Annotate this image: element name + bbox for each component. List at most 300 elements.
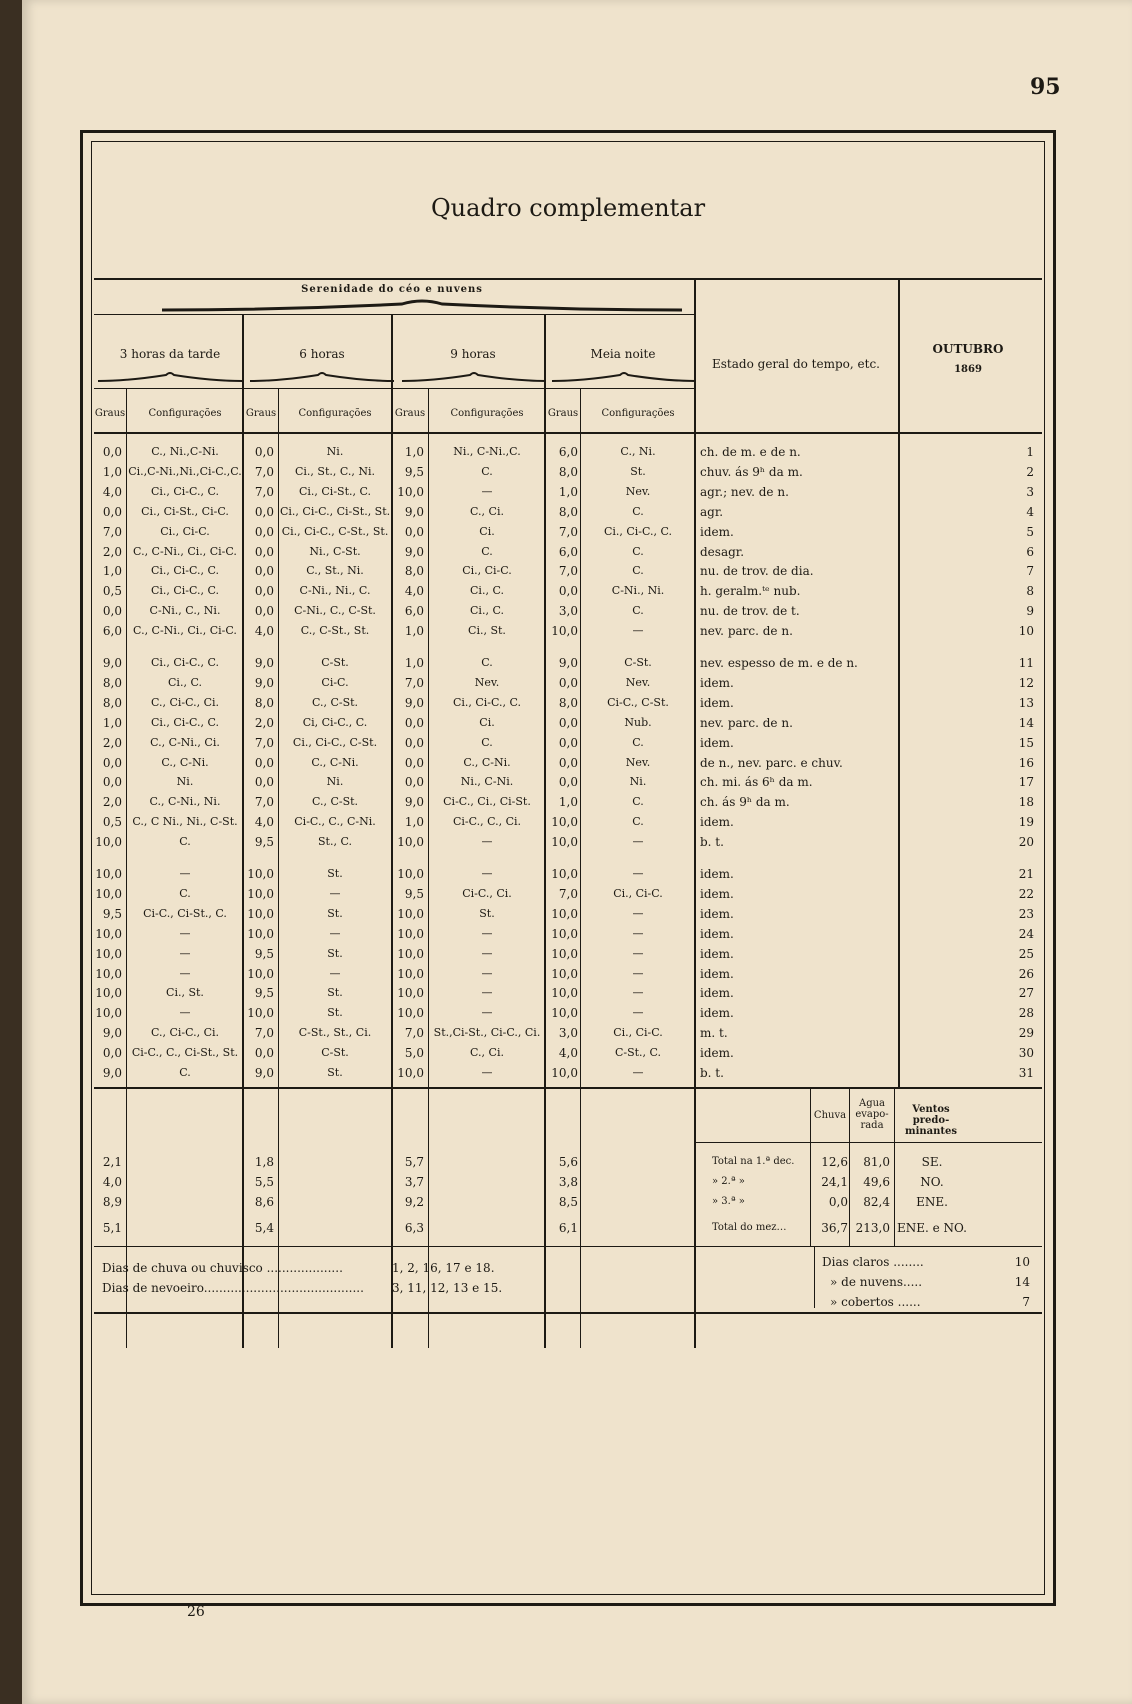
cell-g3: 2,0 [102, 545, 122, 559]
cell-dia: 16 [1018, 756, 1034, 770]
cell-gm: 10,0 [551, 927, 578, 941]
cell-c6: Ni. [326, 445, 344, 458]
table-inner-frame [91, 141, 1045, 1595]
cell-c3: C., C-Ni., Ni. [149, 795, 221, 808]
cell-g9: 8,0 [404, 564, 424, 578]
dias-chuva-value: 1, 2, 16, 17 e 18. [392, 1261, 495, 1275]
cell-gm: 1,0 [558, 795, 578, 809]
cell-g3: 10,0 [95, 835, 122, 849]
cell-c3: Ni. [176, 775, 194, 788]
cell-c6: St. [327, 867, 343, 880]
cell-estado: idem. [700, 1046, 734, 1060]
summary-chuva: 12,6 [821, 1155, 848, 1169]
summary-g3: 4,0 [102, 1175, 122, 1189]
cell-c9: St.,Ci-St., Ci-C., Ci. [433, 1026, 541, 1039]
cell-gm: 4,0 [558, 1046, 578, 1060]
cell-estado: nev. parc. de n. [700, 624, 793, 638]
cell-c9: Ci-C., C., Ci. [452, 815, 522, 828]
cell-estado: idem. [700, 947, 734, 961]
cell-c6: C., St., Ni. [306, 564, 364, 577]
cell-c6: Ni., C-St. [309, 545, 361, 558]
cell-cm: — [632, 967, 644, 980]
cell-c3: C., Ci-C., Ci. [150, 1026, 220, 1039]
cell-g9: 0,0 [404, 716, 424, 730]
cell-cm: Ci., Ci-C. [613, 1026, 663, 1039]
cell-g9: 1,0 [404, 815, 424, 829]
cell-estado: desagr. [700, 545, 745, 559]
cell-cm: Nev. [625, 756, 651, 769]
cell-gm: 8,0 [558, 465, 578, 479]
cell-gm: 7,0 [558, 525, 578, 539]
cell-c3: C. [179, 1066, 191, 1079]
cell-g6: 0,0 [254, 445, 274, 459]
cell-estado: chuv. ás 9ʰ da m. [700, 465, 803, 479]
cell-g6: 2,0 [254, 716, 274, 730]
summary-label: » 2.ª » [712, 1176, 745, 1187]
period-9h: 9 horas [450, 347, 496, 361]
cell-estado: idem. [700, 986, 734, 1000]
cell-c6: — [329, 927, 341, 940]
vrule-5 [428, 388, 429, 1348]
cell-dia: 3 [1026, 485, 1034, 499]
cell-cm: — [632, 907, 644, 920]
cell-g6: 10,0 [247, 1006, 274, 1020]
cell-estado: ch. ás 9ʰ da m. [700, 795, 790, 809]
cell-g9: 9,5 [404, 465, 424, 479]
cell-g9: 7,0 [404, 676, 424, 690]
cell-dia: 9 [1026, 604, 1034, 618]
cell-c6: St. [327, 1006, 343, 1019]
cell-gm: 0,0 [558, 756, 578, 770]
cell-gm: 10,0 [551, 1006, 578, 1020]
cell-c6: C., C-St. [311, 696, 359, 709]
cell-c9: Ci. [479, 716, 495, 729]
cell-g9: 10,0 [397, 835, 424, 849]
cell-c9: — [481, 1066, 493, 1079]
estado-header: Estado geral do tempo, etc. [712, 357, 880, 371]
cell-g9: 10,0 [397, 907, 424, 921]
brace-meia-noite [552, 370, 696, 382]
cell-cm: St. [630, 465, 646, 478]
summary-g9: 3,7 [404, 1175, 424, 1189]
cell-cm: — [632, 1006, 644, 1019]
cell-dia: 5 [1026, 525, 1034, 539]
cell-c9: St. [479, 907, 495, 920]
summary-label: » 3.ª » [712, 1196, 745, 1207]
cell-c3: — [179, 967, 191, 980]
cell-c9: Ci-C., Ci., Ci-St. [443, 795, 531, 808]
cell-estado: nev. espesso de m. e de n. [700, 656, 858, 670]
cell-g3: 7,0 [102, 525, 122, 539]
cell-c3: Ci., Ci-C., C. [150, 656, 220, 669]
cell-gm: 10,0 [551, 1066, 578, 1080]
cell-g3: 10,0 [95, 947, 122, 961]
cell-gm: 10,0 [551, 835, 578, 849]
cell-c3: Ci., Ci-C., C. [150, 485, 220, 498]
cell-gm: 8,0 [558, 696, 578, 710]
cell-cm: C. [632, 736, 644, 749]
dias-chuva-label: Dias de chuva ou chuvisco .................... [102, 1261, 343, 1275]
cell-c9: — [481, 867, 493, 880]
cell-g6: 7,0 [254, 1026, 274, 1040]
cell-g3: 10,0 [95, 867, 122, 881]
page-number: 95 [1030, 74, 1061, 100]
cell-c6: St., C. [318, 835, 352, 848]
cell-cm: Ci., Ci-C. [613, 887, 663, 900]
cell-g6: 0,0 [254, 525, 274, 539]
cell-c9: C. [481, 656, 493, 669]
cell-estado: idem. [700, 696, 734, 710]
summary-ventos: ENE. [916, 1195, 948, 1209]
summary-agua: 82,4 [863, 1195, 890, 1209]
cell-c9: Ci., Ci-C. [462, 564, 512, 577]
cell-g6: 10,0 [247, 867, 274, 881]
cell-gm: 10,0 [551, 986, 578, 1000]
cell-g6: 0,0 [254, 505, 274, 519]
cell-estado: idem. [700, 907, 734, 921]
dias-nevoeiro-value: 3, 11, 12, 13 e 15. [392, 1281, 503, 1295]
cell-c9: Ci., C. [470, 604, 504, 617]
cell-g3: 0,0 [102, 505, 122, 519]
cell-gm: 1,0 [558, 485, 578, 499]
cell-gm: 6,0 [558, 445, 578, 459]
cell-g6: 10,0 [247, 887, 274, 901]
cell-gm: 10,0 [551, 624, 578, 638]
cell-dia: 4 [1026, 505, 1034, 519]
cell-g3: 6,0 [102, 624, 122, 638]
cell-dia: 17 [1018, 775, 1034, 789]
graus-header-4: Graus [547, 408, 579, 419]
dias-claros-value: 10 [1014, 1255, 1030, 1269]
cell-c9: — [481, 485, 493, 498]
cell-g9: 10,0 [397, 927, 424, 941]
cell-g3: 2,0 [102, 795, 122, 809]
vrule-7 [580, 388, 581, 1348]
cell-g6: 0,0 [254, 545, 274, 559]
summary-g9: 5,7 [404, 1155, 424, 1169]
cell-c6: — [329, 967, 341, 980]
cell-g9: 9,0 [404, 505, 424, 519]
cell-c6: — [329, 887, 341, 900]
cell-cm: Ci-C., C-St. [607, 696, 669, 709]
periods-rule [94, 314, 694, 315]
brace-3h [98, 370, 242, 382]
cell-g9: 7,0 [404, 1026, 424, 1040]
cell-g9: 6,0 [404, 604, 424, 618]
cell-g9: 0,0 [404, 756, 424, 770]
cell-c6: C., C-Ni. [311, 756, 359, 769]
config-header-2: Configurações [298, 408, 372, 419]
cell-gm: 10,0 [551, 815, 578, 829]
cell-g6: 9,0 [254, 656, 274, 670]
cell-g9: 0,0 [404, 525, 424, 539]
cell-c6: C-St. [321, 656, 349, 669]
cell-g9: 4,0 [404, 584, 424, 598]
cell-gm: 8,0 [558, 505, 578, 519]
cell-gm: 10,0 [551, 967, 578, 981]
cell-gm: 3,0 [558, 604, 578, 618]
cell-c9: C., C-Ni. [463, 756, 511, 769]
cell-g9: 10,0 [397, 1006, 424, 1020]
period-meia-noite: Meia noite [590, 347, 656, 361]
dias-cobertos-value: 7 [1022, 1295, 1030, 1309]
cell-c3: — [179, 1006, 191, 1019]
cell-cm: C-St. [624, 656, 652, 669]
summary-chuva: 24,1 [821, 1175, 848, 1189]
cell-gm: 6,0 [558, 545, 578, 559]
cell-g9: 10,0 [397, 1066, 424, 1080]
cell-c6: Ci, Ci-C., C. [302, 716, 368, 729]
cell-g9: 9,0 [404, 795, 424, 809]
cell-g3: 1,0 [102, 465, 122, 479]
cell-cm: C., Ni. [620, 445, 656, 458]
cell-dia: 22 [1018, 887, 1034, 901]
cell-g9: 10,0 [397, 867, 424, 881]
cell-g6: 7,0 [254, 795, 274, 809]
cell-g9: 9,0 [404, 545, 424, 559]
cell-g9: 1,0 [404, 445, 424, 459]
vrule-1 [126, 388, 127, 1348]
vrule-3 [278, 388, 279, 1348]
cell-g6: 0,0 [254, 564, 274, 578]
cell-gm: 10,0 [551, 867, 578, 881]
cell-g6: 9,0 [254, 676, 274, 690]
cell-c3: C., C-Ni., Ci., Ci-C. [133, 624, 237, 637]
cell-dia: 8 [1026, 584, 1034, 598]
cell-c9: C., Ci. [470, 505, 504, 518]
summary-gm: 8,5 [558, 1195, 578, 1209]
cell-c3: Ci-C., Ci-St., C. [143, 907, 227, 920]
cell-g3: 8,0 [102, 676, 122, 690]
cell-estado: m. t. [700, 1026, 728, 1040]
summary-g6: 1,8 [254, 1155, 274, 1169]
cell-c3: Ci., Ci-St., Ci-C. [141, 505, 229, 518]
summary-chuva: 36,7 [821, 1221, 848, 1235]
cell-g6: 10,0 [247, 907, 274, 921]
cell-c9: Ci., Ci-C., C. [452, 696, 522, 709]
cell-estado: ch. de m. e de n. [700, 445, 801, 459]
cell-cm: C. [632, 795, 644, 808]
cell-dia: 30 [1018, 1046, 1034, 1060]
cell-gm: 0,0 [558, 736, 578, 750]
cell-c6: Ci-C., C., C-Ni. [294, 815, 376, 828]
config-header-4: Configurações [601, 408, 675, 419]
serenidade-header: Serenidade do céo e nuvens [301, 284, 483, 295]
summary-label: Total do mez… [712, 1222, 787, 1233]
cell-estado: h. geralm.ᵗᵉ nub. [700, 584, 801, 598]
summary-ventos: SE. [921, 1155, 943, 1169]
cell-c9: Ci., C. [470, 584, 504, 597]
period-6h: 6 horas [299, 347, 345, 361]
chuva-header: Chuva [813, 1110, 847, 1121]
brace-6h [250, 370, 394, 382]
cell-c6: St. [327, 947, 343, 960]
year-header: 1869 [954, 364, 982, 375]
cell-c3: — [179, 867, 191, 880]
cell-g6: 0,0 [254, 604, 274, 618]
graus-header-1: Graus [94, 408, 126, 419]
cell-c6: Ci., Ci-C., C-St. [292, 736, 378, 749]
cell-dia: 27 [1018, 986, 1034, 1000]
cell-c9: — [481, 1006, 493, 1019]
cell-dia: 12 [1018, 676, 1034, 690]
cell-g9: 1,0 [404, 656, 424, 670]
cell-g9: 10,0 [397, 967, 424, 981]
cell-g3: 0,0 [102, 775, 122, 789]
cell-c6: St. [327, 986, 343, 999]
cell-dia: 25 [1018, 947, 1034, 961]
cell-estado: idem. [700, 967, 734, 981]
cell-estado: nev. parc. de n. [700, 716, 793, 730]
cell-g9: 10,0 [397, 947, 424, 961]
cell-c3: — [179, 947, 191, 960]
cell-gm: 0,0 [558, 584, 578, 598]
summary-bottom-rule [94, 1246, 1042, 1247]
cell-g6: 10,0 [247, 967, 274, 981]
summary-agua: 81,0 [863, 1155, 890, 1169]
summary-g9: 6,3 [404, 1221, 424, 1235]
summary-ventos: NO. [920, 1175, 944, 1189]
cell-gm: 10,0 [551, 907, 578, 921]
cell-c9: C. [481, 465, 493, 478]
cell-c3: Ci., St. [166, 986, 204, 999]
cell-g3: 2,0 [102, 736, 122, 750]
cell-cm: — [632, 624, 644, 637]
cell-gm: 3,0 [558, 1026, 578, 1040]
cell-dia: 31 [1018, 1066, 1034, 1080]
cell-cm: Ni. [629, 775, 647, 788]
cell-dia: 23 [1018, 907, 1034, 921]
summary-agua: 213,0 [855, 1221, 890, 1235]
cell-dia: 18 [1018, 795, 1034, 809]
cell-c9: Ni., C-Ni.,C. [453, 445, 521, 458]
cell-c6: C., C-St., St. [300, 624, 370, 637]
cell-c3: Ci., Ci-C., C. [150, 584, 220, 597]
summary-g6: 5,5 [254, 1175, 274, 1189]
cell-g6: 7,0 [254, 736, 274, 750]
dias-nevoeiro-label: Dias de nevoeiro.......................................... [102, 1281, 364, 1295]
cell-g6: 9,5 [254, 835, 274, 849]
cell-c3: C., C-Ni., Ci., Ci-C. [133, 545, 237, 558]
cell-gm: 7,0 [558, 564, 578, 578]
cell-c3: C., Ni.,C-Ni. [151, 445, 219, 458]
cell-g6: 0,0 [254, 1046, 274, 1060]
cell-cm: Nev. [625, 485, 651, 498]
cell-gm: 0,0 [558, 676, 578, 690]
cell-estado: idem. [700, 525, 734, 539]
footer-number: 26 [187, 1604, 205, 1620]
summary-chuva: 0,0 [828, 1195, 848, 1209]
page-title: Quadro complementar [430, 194, 706, 222]
graus-header-3: Graus [394, 408, 426, 419]
cell-c6: Ci., Ci-C., C-St., St. [281, 525, 389, 538]
cell-g3: 0,0 [102, 756, 122, 770]
cell-c6: C-St. [321, 1046, 349, 1059]
summary-g3: 2,1 [102, 1155, 122, 1169]
cell-c3: C., Ci-C., Ci. [150, 696, 220, 709]
cell-g3: 10,0 [95, 1006, 122, 1020]
cell-g3: 0,0 [102, 604, 122, 618]
period-3h: 3 horas da tarde [119, 347, 221, 361]
cell-c9: Ci., St. [468, 624, 506, 637]
cell-cm: Ci., Ci-C., C. [603, 525, 673, 538]
cell-c3: Ci-C., C., Ci-St., St. [131, 1046, 239, 1059]
cell-c6: St. [327, 1066, 343, 1079]
summary-g3: 5,1 [102, 1221, 122, 1235]
summary-g6: 5,4 [254, 1221, 274, 1235]
cell-dia: 11 [1018, 656, 1034, 670]
cell-estado: idem. [700, 815, 734, 829]
cell-estado: nu. de trov. de dia. [700, 564, 814, 578]
cell-cm: C. [632, 564, 644, 577]
summary-top-rule [94, 1087, 1042, 1089]
cell-c9: Nev. [474, 676, 500, 689]
graus-header-2: Graus [245, 408, 277, 419]
cell-g6: 0,0 [254, 756, 274, 770]
cell-dia: 14 [1018, 716, 1034, 730]
cell-dia: 7 [1026, 564, 1034, 578]
cell-g6: 0,0 [254, 584, 274, 598]
cell-dia: 28 [1018, 1006, 1034, 1020]
brace-9h [402, 370, 546, 382]
cell-dia: 29 [1018, 1026, 1034, 1040]
cell-c6: C-St., St., Ci. [298, 1026, 372, 1039]
cell-c3: Ci., Ci-C., C. [150, 564, 220, 577]
cell-estado: idem. [700, 867, 734, 881]
cell-dia: 13 [1018, 696, 1034, 710]
summary-g6: 8,6 [254, 1195, 274, 1209]
cell-g6: 9,5 [254, 986, 274, 1000]
cell-c6: Ni. [326, 775, 344, 788]
dias-claros-label: Dias claros ........ [822, 1255, 924, 1269]
cell-cm: C. [632, 604, 644, 617]
cell-g6: 9,5 [254, 947, 274, 961]
cell-gm: 0,0 [558, 716, 578, 730]
cell-estado: idem. [700, 927, 734, 941]
cell-dia: 24 [1018, 927, 1034, 941]
cell-c9: C., Ci. [470, 1046, 504, 1059]
cell-g3: 9,0 [102, 1066, 122, 1080]
cell-g9: 9,5 [404, 887, 424, 901]
vrule-8 [694, 278, 696, 1348]
ventos-header: Ventos predo-minantes [904, 1104, 957, 1137]
cell-g9: 10,0 [397, 485, 424, 499]
cell-cm: C. [632, 815, 644, 828]
cell-g6: 7,0 [254, 465, 274, 479]
cell-estado: b. t. [700, 835, 724, 849]
cell-cm: — [632, 986, 644, 999]
cell-g3: 4,0 [102, 485, 122, 499]
summary-agua: 49,6 [863, 1175, 890, 1189]
cell-c9: C. [481, 545, 493, 558]
summary-gm: 5,6 [558, 1155, 578, 1169]
summary-header-rule [696, 1142, 1042, 1143]
cell-g9: 0,0 [404, 775, 424, 789]
cell-dia: 15 [1018, 736, 1034, 750]
cell-g3: 0,5 [102, 815, 122, 829]
cell-c6: C., C-St. [311, 795, 359, 808]
cell-g6: 7,0 [254, 485, 274, 499]
cell-cm: C. [632, 505, 644, 518]
cell-g3: 10,0 [95, 887, 122, 901]
subheader-rule [94, 388, 694, 389]
cell-g3: 0,0 [102, 1046, 122, 1060]
cell-c3: C-Ni., C., Ni. [149, 604, 221, 617]
cell-c3: C., C-Ni. [161, 756, 209, 769]
cell-dia: 1 [1026, 445, 1034, 459]
cell-gm: 0,0 [558, 775, 578, 789]
cell-c6: Ci., Ci-C., Ci-St., St. [280, 505, 391, 518]
